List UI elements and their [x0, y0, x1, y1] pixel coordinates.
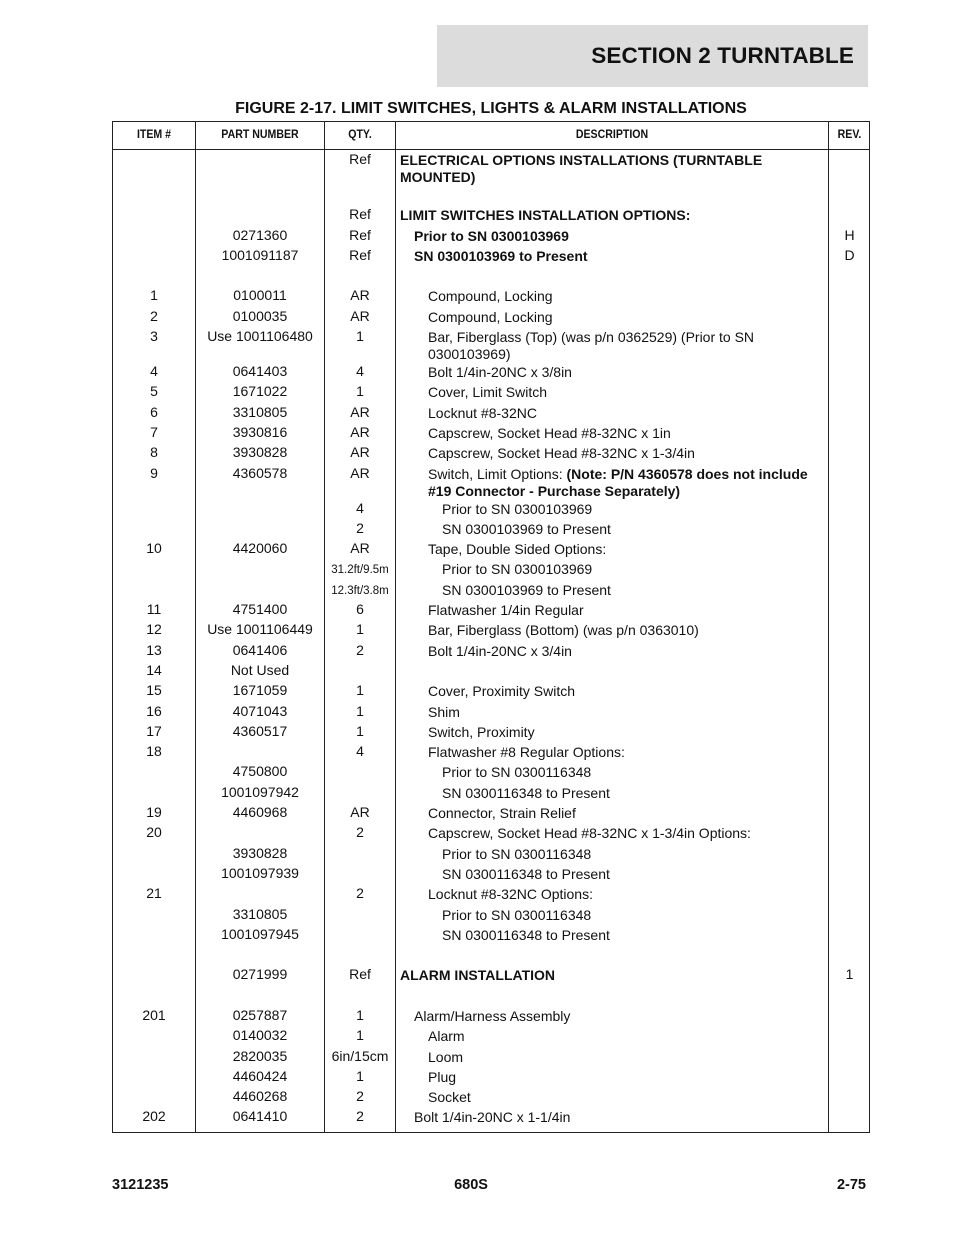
table-row [113, 620, 869, 640]
part-number-cell: 1671022 [232, 383, 288, 400]
part-number-cell: 0641406 [232, 641, 288, 658]
table-row [113, 499, 869, 519]
qty-cell: 4 [356, 499, 364, 516]
table-row [113, 762, 869, 782]
item-number-cell: 5 [150, 383, 158, 400]
item-number-cell: 18 [146, 743, 162, 760]
qty-cell: AR [350, 287, 370, 304]
table-row [113, 1047, 869, 1067]
section-title: SECTION 2 TURNTABLE [591, 43, 854, 68]
description-cell [442, 784, 827, 802]
table-row [113, 661, 869, 681]
qty-cell: 1 [356, 1067, 364, 1084]
part-number-cell: 4360578 [232, 464, 288, 481]
description-text: SN 0300103969 to Present [442, 581, 611, 598]
table-row [113, 925, 869, 945]
part-number-cell: 1001097942 [221, 783, 299, 800]
part-number-cell: 4460968 [232, 804, 288, 821]
qty-cell: 12.3ft/3.8m [331, 584, 389, 597]
item-number-cell: 21 [146, 885, 162, 902]
qty-cell: 1 [356, 682, 364, 699]
description-cell [400, 946, 827, 947]
table-row [113, 246, 869, 266]
item-number-cell: 4 [150, 363, 158, 380]
table-row [113, 286, 869, 306]
qty-cell: 31.2ft/9.5m [331, 564, 389, 577]
table-row [113, 864, 869, 884]
description-text: Shim [428, 703, 460, 720]
description-cell [442, 520, 827, 538]
part-number-cell: 1001097939 [221, 864, 299, 881]
part-number-cell: Use 1001106449 [207, 621, 313, 638]
description-text: Compound, Locking [428, 288, 553, 305]
table-row [113, 945, 869, 965]
description-cell [414, 1007, 827, 1025]
description-text: SN 0300116348 to Present [442, 926, 610, 943]
part-number-cell: 4460424 [232, 1067, 288, 1084]
description-cell [414, 247, 827, 265]
part-number-cell: 0641403 [232, 363, 288, 380]
column-header-description: DESCRIPTION [575, 129, 649, 141]
description-text: SN 0300103969 to Present [414, 247, 588, 264]
table-row [113, 464, 869, 499]
table-row [113, 803, 869, 823]
part-number-cell: 0271999 [232, 966, 288, 983]
qty-cell: 4 [356, 743, 364, 760]
description-text: Prior to SN 0300103969 [442, 561, 593, 578]
table-row [113, 539, 869, 559]
description-cell [428, 363, 827, 381]
description-cell [400, 987, 827, 988]
description-cell [400, 186, 827, 187]
table-row [113, 965, 869, 985]
part-number-cell: 4420060 [232, 540, 288, 557]
part-number-cell: Not Used [230, 661, 290, 678]
description-cell [428, 308, 827, 326]
part-number-cell: 3930828 [232, 444, 288, 461]
description-cell [428, 383, 827, 401]
item-number-cell: 6 [150, 403, 158, 420]
description-text: Bar, Fiberglass (Top) (was p/n 0362529) (Prior to SN 0300103969) [428, 329, 755, 363]
table-row [113, 681, 869, 701]
table-row [113, 844, 869, 864]
description-text: Bolt 1/4in-20NC x 3/8in [428, 364, 572, 381]
item-number-cell: 12 [146, 621, 162, 638]
column-header-rev: REV. [837, 129, 862, 141]
description-cell [442, 500, 827, 518]
description-text: Bolt 1/4in-20NC x 3/4in [428, 642, 572, 659]
description-cell [428, 804, 827, 822]
qty-cell: AR [350, 804, 370, 821]
description-text: Cover, Proximity Switch [428, 683, 576, 700]
qty-cell: Ref [349, 151, 371, 167]
table-row [113, 327, 869, 362]
parts-table [112, 121, 870, 1133]
description-text: Switch, Proximity [428, 723, 535, 740]
table-row [113, 150, 869, 185]
table-row [113, 1107, 869, 1127]
description-text: Alarm [428, 1028, 465, 1045]
description-cell [428, 601, 827, 619]
table-row [113, 884, 869, 904]
table-row [113, 423, 869, 443]
description-cell [400, 151, 827, 186]
description-note: (Note: P/N 4360578 does not include #19 Connector - Purchase Separately) [428, 465, 808, 499]
table-row [113, 600, 869, 620]
description-cell [428, 1088, 827, 1106]
item-number-cell: 20 [146, 824, 162, 841]
description-cell [428, 1068, 827, 1086]
table-row [113, 986, 869, 1006]
section-banner [437, 25, 868, 87]
description-text: Prior to SN 0300116348 [442, 845, 592, 862]
table-row [113, 559, 869, 579]
qty-cell: 1 [356, 1027, 364, 1044]
table-row [113, 641, 869, 661]
qty-cell: 1 [356, 621, 364, 638]
description-cell [428, 444, 827, 462]
description-cell [428, 824, 827, 842]
qty-cell: Ref [349, 206, 371, 223]
description-cell [400, 267, 827, 268]
qty-cell: 2 [356, 1088, 364, 1105]
column-header-item: ITEM # [136, 129, 172, 141]
part-number-cell: Use 1001106480 [207, 328, 313, 345]
description-cell [428, 424, 827, 442]
footer-page-number: 2-75 [836, 1177, 866, 1193]
description-text: Cover, Limit Switch [428, 384, 548, 401]
description-cell [428, 465, 827, 500]
table-row [113, 382, 869, 402]
description-cell [442, 763, 827, 781]
column-header-qty: QTY. [348, 129, 372, 141]
table-body [113, 150, 869, 1128]
table-row [113, 307, 869, 327]
part-number-cell: 4460268 [232, 1088, 288, 1105]
rev-cell: D [844, 246, 855, 263]
description-cell [442, 560, 827, 578]
description-cell [428, 682, 827, 700]
table-row [113, 783, 869, 803]
item-number-cell: 8 [150, 444, 158, 461]
description-cell [414, 1108, 827, 1126]
part-number-cell: 1001097945 [221, 925, 299, 942]
part-number-cell: 0641410 [232, 1108, 288, 1125]
qty-cell: AR [350, 307, 370, 324]
table-row [113, 362, 869, 382]
part-number-cell: 2820035 [232, 1047, 288, 1064]
description-text: Prior to SN 0300116348 [442, 764, 592, 781]
qty-cell: 2 [356, 519, 364, 536]
table-row [113, 519, 869, 539]
qty-cell: AR [350, 403, 370, 420]
item-number-cell: 19 [146, 804, 162, 821]
description-text: Flatwasher #8 Regular Options: [428, 744, 625, 761]
part-number-cell: 0257887 [232, 1006, 288, 1023]
table-row [113, 1026, 869, 1046]
description-cell [428, 540, 827, 558]
part-number-cell: 1001091187 [221, 246, 299, 263]
description-text: Prior to SN 0300103969 [442, 500, 593, 517]
description-cell [428, 723, 827, 741]
description-text: Flatwasher 1/4in Regular [428, 602, 584, 619]
description-cell [428, 885, 827, 903]
qty-cell: AR [350, 540, 370, 557]
table-row [113, 403, 869, 423]
item-number-cell: 9 [150, 464, 158, 481]
item-number-cell: 17 [146, 722, 162, 739]
description-text: SN 0300103969 to Present [442, 520, 611, 537]
figure-title: FIGURE 2-17. LIMIT SWITCHES, LIGHTS & ALARM INSTALLATIONS [235, 100, 747, 117]
description-text: ALARM INSTALLATION [400, 967, 556, 984]
description-text: Connector, Strain Relief [428, 805, 576, 822]
qty-cell: 6 [356, 601, 364, 618]
table-row [113, 1006, 869, 1026]
part-number-cell: 4360517 [232, 722, 288, 739]
footer-model: 680S [454, 1177, 488, 1193]
description-text: Capscrew, Socket Head #8-32NC x 1-3/4in [428, 445, 695, 462]
table-row [113, 823, 869, 843]
qty-cell: AR [350, 423, 370, 440]
description-cell [442, 581, 827, 599]
table-row [113, 205, 869, 225]
description-text: Loom [428, 1048, 464, 1065]
qty-cell: Ref [349, 966, 371, 983]
qty-cell: 1 [356, 1006, 364, 1023]
item-number-cell: 201 [142, 1006, 166, 1023]
qty-cell: 2 [356, 641, 364, 658]
qty-cell: 1 [356, 383, 364, 400]
table-row [113, 905, 869, 925]
description-cell [442, 845, 827, 863]
description-text: Socket [428, 1089, 471, 1106]
part-number-cell: 3930828 [232, 844, 288, 861]
description-cell [414, 227, 827, 245]
item-number-cell: 10 [146, 540, 162, 557]
qty-cell: 2 [356, 1108, 364, 1125]
item-number-cell: 1 [150, 287, 158, 304]
description-text: Bar, Fiberglass (Bottom) (was p/n 0363010) [428, 622, 699, 639]
description-cell [428, 621, 827, 639]
description-cell [428, 404, 827, 422]
table-row [113, 742, 869, 762]
column-header-part-number: PART NUMBER [221, 129, 299, 141]
qty-cell: 1 [356, 328, 364, 345]
table-row [113, 1067, 869, 1087]
table-row [113, 185, 869, 205]
description-text: ELECTRICAL OPTIONS INSTALLATIONS (TURNTABLE MOUNTED) [400, 152, 763, 185]
qty-cell: 1 [356, 722, 364, 739]
description-text: Capscrew, Socket Head #8-32NC x 1-3/4in Options: [428, 825, 751, 842]
part-number-cell: 4751400 [232, 601, 288, 618]
table-row [113, 1087, 869, 1107]
table-row [113, 266, 869, 286]
description-cell [428, 703, 827, 721]
part-number-cell: 0100011 [233, 287, 287, 304]
qty-cell: 4 [356, 363, 364, 380]
description-text: Capscrew, Socket Head #8-32NC x 1in [428, 424, 671, 441]
description-text: Bolt 1/4in-20NC x 1-1/4in [414, 1109, 571, 1126]
item-number-cell: 3 [150, 328, 158, 345]
description-text: Prior to SN 0300116348 [442, 906, 592, 923]
description-cell [428, 1027, 827, 1045]
description-cell [428, 328, 827, 363]
item-number-cell: 13 [146, 641, 162, 658]
description-cell [400, 206, 827, 224]
item-number-cell: 15 [146, 682, 162, 699]
description-cell [428, 1048, 827, 1066]
part-number-cell: 4071043 [232, 702, 288, 719]
description-text: LIMIT SWITCHES INSTALLATION OPTIONS: [400, 207, 691, 224]
table-row [113, 580, 869, 600]
description-text: Prior to SN 0300103969 [414, 227, 569, 244]
qty-cell: 2 [356, 824, 364, 841]
qty-cell: AR [350, 444, 370, 461]
qty-cell: Ref [349, 246, 371, 263]
description-cell [428, 642, 827, 660]
table-row [113, 722, 869, 742]
qty-cell: 1 [356, 702, 364, 719]
part-number-cell: 0100035 [232, 307, 288, 324]
description-cell [442, 865, 827, 883]
description-cell [428, 743, 827, 761]
description-text: Switch, Limit Options: [428, 465, 567, 482]
rev-cell: H [844, 226, 855, 243]
description-text: SN 0300116348 to Present [442, 784, 610, 801]
description-cell [428, 662, 827, 663]
description-cell [442, 906, 827, 924]
footer-doc-number: 3121235 [112, 1177, 169, 1193]
part-number-cell: 0140032 [232, 1027, 288, 1044]
item-number-cell: 11 [146, 601, 162, 618]
description-text: SN 0300116348 to Present [442, 865, 610, 882]
part-number-cell: 3310805 [232, 403, 288, 420]
part-number-cell: 4750800 [232, 763, 288, 780]
qty-cell: Ref [349, 226, 371, 243]
description-text: Locknut #8-32NC [428, 404, 537, 421]
description-text: Plug [428, 1068, 457, 1085]
item-number-cell: 14 [146, 661, 162, 678]
part-number-cell: 1671059 [232, 682, 288, 699]
item-number-cell: 16 [146, 702, 162, 719]
item-number-cell: 2 [150, 307, 158, 324]
description-cell [400, 966, 827, 984]
qty-cell: 2 [356, 885, 364, 902]
item-number-cell: 7 [150, 423, 158, 440]
description-cell [428, 287, 827, 305]
part-number-cell: 3310805 [232, 905, 288, 922]
description-text: Tape, Double Sided Options: [428, 541, 607, 558]
qty-cell: AR [350, 464, 370, 481]
part-number-cell: 0271360 [232, 226, 288, 243]
description-text: Compound, Locking [428, 308, 553, 325]
table-row [113, 443, 869, 463]
description-cell [442, 926, 827, 944]
description-text: Locknut #8-32NC Options: [428, 886, 593, 903]
description-text: Alarm/Harness Assembly [414, 1007, 571, 1024]
item-number-cell: 202 [142, 1108, 166, 1125]
table-row [113, 702, 869, 722]
qty-cell: 6in/15cm [331, 1047, 389, 1064]
rev-cell: 1 [845, 966, 854, 983]
part-number-cell: 3930816 [232, 423, 288, 440]
table-row [113, 226, 869, 246]
